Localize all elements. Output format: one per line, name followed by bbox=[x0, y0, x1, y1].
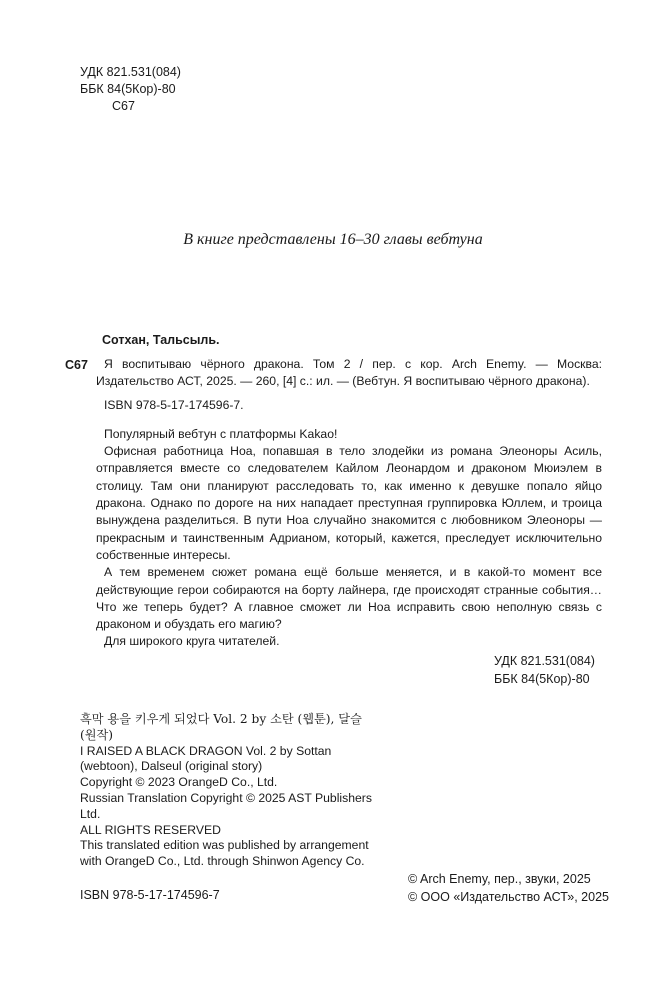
copyright-block bbox=[80, 712, 380, 870]
publisher-copyright: © ООО «Издательство АСТ», 2025 bbox=[408, 890, 609, 904]
bottom-udk: УДК 821.531(084) bbox=[494, 654, 595, 668]
annotation-p2: Офисная работница Ноа, попавшая в тело злодейки из романа Элеоноры Асиль, отправляется вместе со следователем Кайлом Леонардом и драконом Мюиэлем в столицу. Там они планируют расследовать то, как именно к девушке попало яйцо дракона. Однако по дороге на них нападает преступная группировка Юллем, и троица вынуждена разделиться. В пути Ноа случайно знакомится с любовником Элеоноры — прекрасным и таинственным Адрианом, который, кажется, преследует исключительно собственные интересы. bbox=[96, 444, 602, 562]
copyright-orange: Copyright © 2023 OrangeD Co., Ltd. bbox=[80, 775, 278, 790]
annotation-p4: Для широкого круга читателей. bbox=[104, 634, 280, 649]
english-title-line: I RAISED A BLACK DRAGON Vol. 2 by Sottan (webtoon), Dalseul (original story) bbox=[80, 743, 332, 774]
authors: Сотхан, Тальсыль. bbox=[102, 333, 220, 347]
rights-reserved: ALL RIGHTS RESERVED bbox=[80, 822, 221, 837]
annotation-p3: А тем временем сюжет романа ещё больше меняется, и в какой-то момент все действующие герои собираются на борту лайнера, где происходят странные события… Что же теперь будет? А главное сможет ли Ноа исправить свою неполную связь с драконом и обуздать его магию? bbox=[96, 565, 602, 632]
right-copyrights bbox=[408, 870, 609, 906]
arrangement-note: This translated edition was published by arrangement with OrangeD Co., Ltd. through Shinwon Agency Co. bbox=[80, 838, 369, 869]
annotation-p1: Популярный вебтун с платформы Kakao! bbox=[104, 426, 338, 441]
content-note: В книге представлены 16–30 главы вебтуна bbox=[183, 231, 483, 248]
udk-code: УДК 821.531(084) bbox=[80, 65, 181, 79]
bottom-bbk: ББК 84(5Кор)-80 bbox=[494, 672, 590, 686]
bibliographic-line: Я воспитываю чёрного дракона. Том 2 / пер. с кор. Arch Enemy. — Москва: Издательство АСТ, 2025. — 260, [4] с.: ил. — (Вебтун. Я воспитываю чёрного дракона). bbox=[96, 357, 602, 389]
classification-block bbox=[80, 64, 181, 115]
russian-translation-copyright: Russian Translation Copyright © 2025 AST Publishers Ltd. bbox=[80, 790, 372, 821]
author-mark: С67 bbox=[112, 99, 135, 113]
bottom-codes bbox=[494, 652, 595, 688]
bibliographic-record bbox=[96, 356, 602, 651]
translator-copyright: © Arch Enemy, пер., звуки, 2025 bbox=[408, 872, 591, 886]
author-code: С67 bbox=[65, 358, 88, 372]
korean-title-line: 흑막 용을 키우게 되었다 Vol. 2 by 소탄 (웹툰), 달슬 (원작) bbox=[80, 712, 362, 742]
isbn-line: ISBN 978-5-17-174596-7. bbox=[104, 397, 244, 412]
bottom-isbn: ISBN 978-5-17-174596-7 bbox=[80, 888, 220, 902]
bbk-code: ББК 84(5Кор)-80 bbox=[80, 82, 176, 96]
